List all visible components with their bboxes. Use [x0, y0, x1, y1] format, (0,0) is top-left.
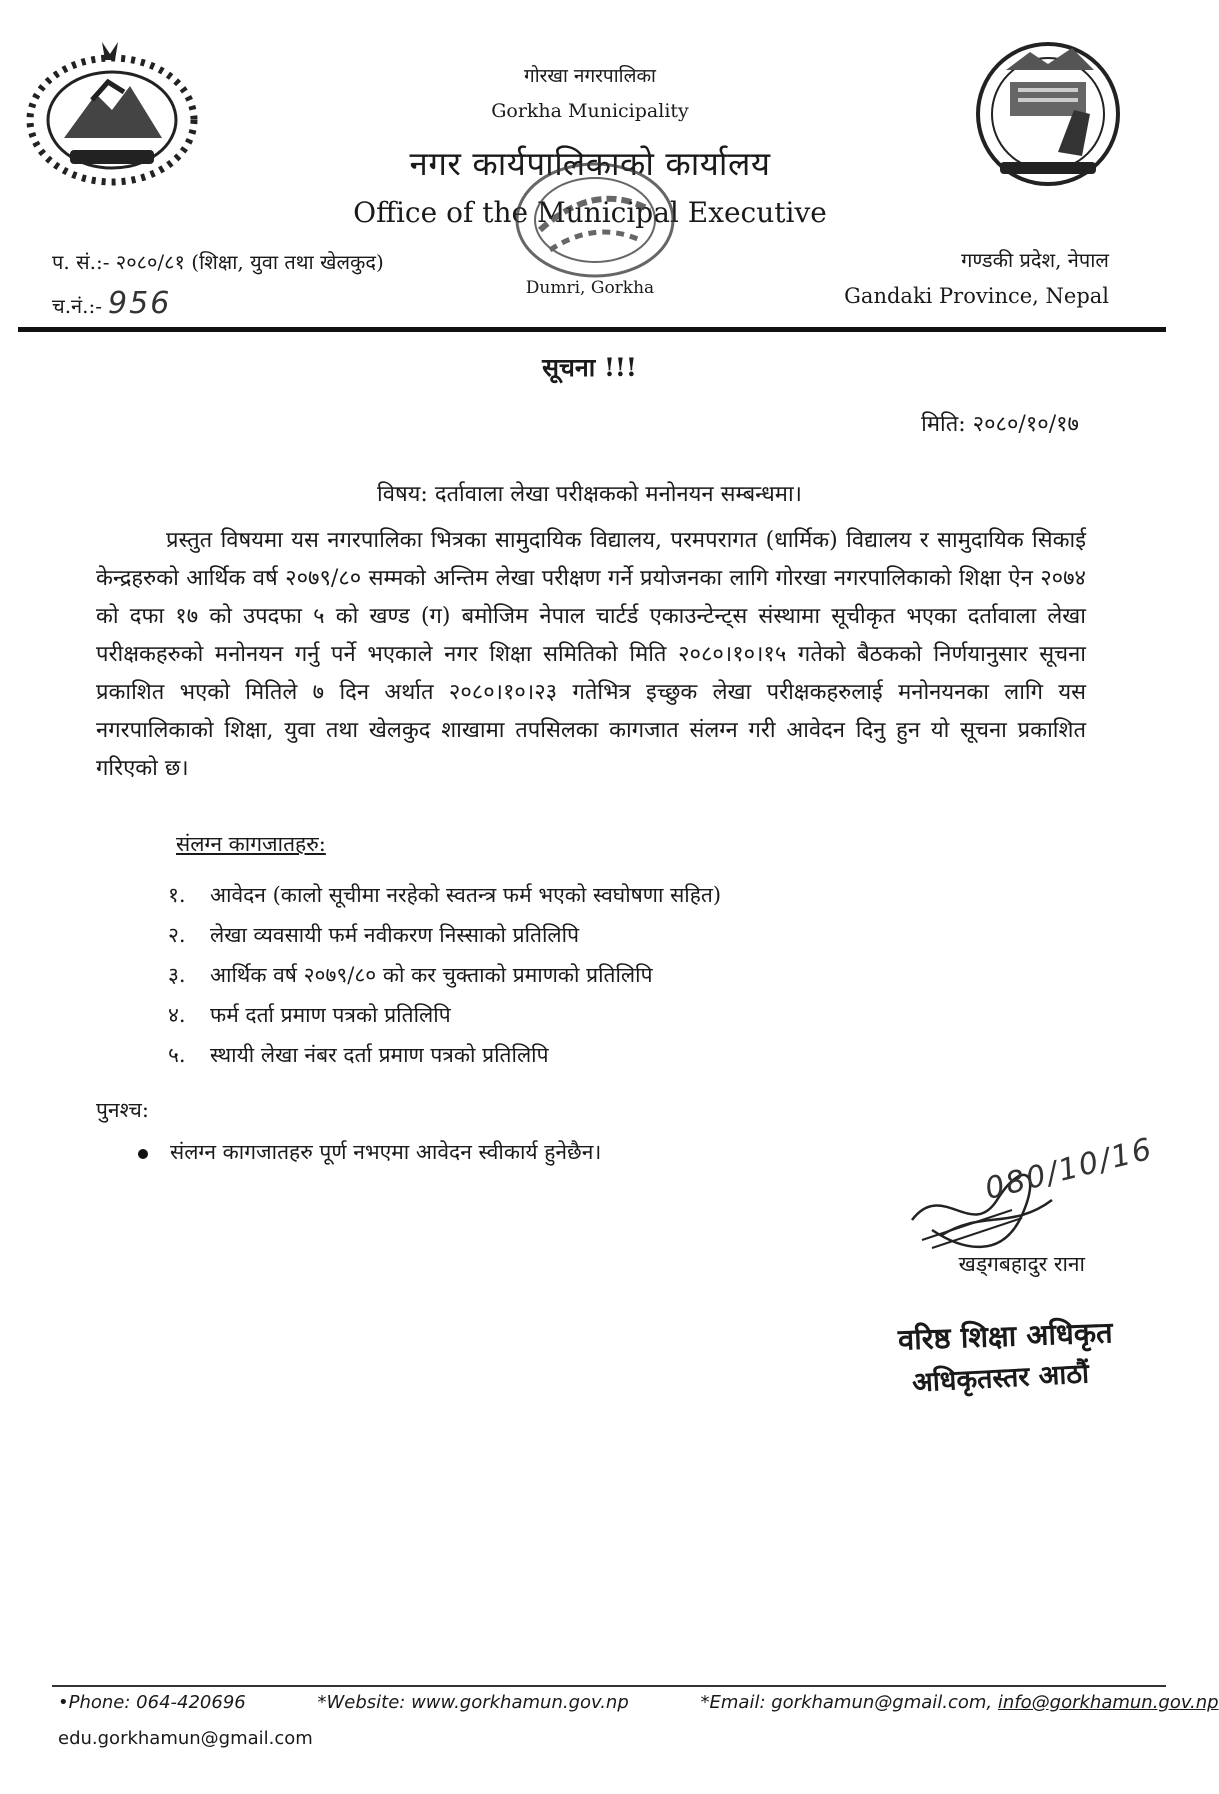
- municipality-name-nepali: गोरखा नगरपालिका: [524, 65, 656, 87]
- footer-website[interactable]: *Website: www.gorkhamun.gov.np: [317, 1692, 629, 1713]
- dispatch-number-value: 956: [108, 286, 172, 321]
- signer-rank: अधिकृतस्तर आठौं: [911, 1358, 1090, 1399]
- signature-date: 080/10/16: [981, 1131, 1157, 1207]
- municipality-name-english: Gorkha Municipality: [491, 100, 689, 122]
- list-item-text: आर्थिक वर्ष २०७९/८० को कर चुक्ताको प्रमाणको प्रतिलिपि: [210, 963, 653, 987]
- list-item-text: फर्म दर्ता प्रमाण पत्रको प्रतिलिपि: [210, 1003, 451, 1027]
- postscript-text: संलग्न कागजातहरु पूर्ण नभएमा आवेदन स्वीकार्य हुनेछैन।: [170, 1140, 602, 1164]
- office-stamp-icon: [500, 150, 690, 290]
- list-item: [168, 876, 721, 916]
- office-name-english: Office of the Municipal Executive: [353, 196, 827, 229]
- list-item-number: ३.: [168, 963, 186, 987]
- reference-number: प. सं.:- २०८०/८१ (शिक्षा, युवा तथा खेलकुद): [52, 250, 384, 274]
- footer-email[interactable]: [701, 1692, 1219, 1713]
- notice-body-paragraph: प्रस्तुत विषयमा यस नगरपालिका भित्रका सामुदायिक विद्यालय, परमपरागत (धार्मिक) विद्यालय र सामुदायिक सिकाई केन्द्रहरुको आर्थिक वर्ष २०७९/८० सम्मको अन्तिम लेखा परीक्षण गर्ने प्रयोजनका लागि गोरखा नगरपालिकाको शिक्षा ऐन २०७४ को दफा १७ को उपदफा ५ को खण्ड (ग) बमोजिम नेपाल चार्टर्ड एकाउन्टेन्ट्स संस्थामा सूचीकृत भएका दर्तावाला लेखा परीक्षकहरुको मनोनयन गर्नु पर्ने भएकाले नगर शिक्षा समितिको मिति २०८०।१०।१५ गतेको बैठकको निर्णयानुसार सूचना प्रकाशित भएको मितिले ७ दिन अर्थात २०८०।१०।२३ गतेभित्र इच्छुक लेखा परीक्षकहरुलाई मनोनयनका लागि यस नगरपालिकाको शिक्षा, युवा तथा खेलकुद शाखामा तपसिलका कागजात संलग्न गरी आवेदन दिनु हुन यो सूचना प्रकाशित गरिएको छ।: [96, 528, 1086, 781]
- postscript-item: [138, 1138, 601, 1166]
- footer-email-info[interactable]: info@gorkhamun.gov.np: [997, 1692, 1219, 1713]
- footer-contacts: [58, 1692, 1219, 1713]
- list-item: [168, 996, 721, 1036]
- notice-subject: विषय: दर्तावाला लेखा परीक्षकको मनोनयन सम्बन्धमा।: [377, 482, 802, 507]
- footer-phone: •Phone: 064-420696: [58, 1692, 246, 1713]
- office-address: Dumri, Gorkha: [525, 278, 655, 298]
- nepal-government-emblem-icon: [12, 30, 212, 190]
- gorkha-municipality-logo-icon: [948, 30, 1148, 190]
- province-nepali: गण्डकी प्रदेश, नेपाल: [961, 248, 1109, 272]
- attachments-list: [168, 876, 721, 1076]
- footer-email-education[interactable]: edu.gorkhamun@gmail.com: [58, 1728, 313, 1749]
- notice-title: सूचना !!!: [542, 353, 637, 382]
- list-item-text: लेखा व्यवसायी फर्म नवीकरण निस्साको प्रतिलिपि: [210, 923, 580, 947]
- list-item: [168, 956, 721, 996]
- dispatch-number: [52, 286, 171, 321]
- notice-date: मिति: २०८०/१०/१७: [921, 412, 1079, 437]
- bullet-icon: [138, 1149, 148, 1159]
- footer-divider: [52, 1685, 1166, 1687]
- attachments-heading: संलग्न कागजातहरु:: [176, 832, 326, 856]
- province-english: Gandaki Province, Nepal: [844, 284, 1109, 308]
- postscript-label: पुनश्च:: [96, 1098, 149, 1122]
- list-item-text: स्थायी लेखा नंबर दर्ता प्रमाण पत्रको प्रतिलिपि: [210, 1043, 549, 1067]
- footer-email-primary[interactable]: *Email: gorkhamun@gmail.com,: [700, 1692, 993, 1713]
- signer-title: वरिष्ठ शिक्षा अधिकृत: [897, 1315, 1114, 1357]
- signer-name: खड्गबहादुर राना: [958, 1252, 1085, 1276]
- list-item-number: २.: [168, 923, 186, 947]
- office-name-nepali: नगर कार्यपालिकाको कार्यालय: [409, 144, 771, 183]
- list-item-text: आवेदन (कालो सूचीमा नरहेको स्वतन्त्र फर्म भएको स्वघोषणा सहित): [210, 883, 722, 907]
- list-item-number: १.: [168, 883, 186, 907]
- list-item-number: ४.: [168, 1003, 186, 1027]
- list-item: [168, 1036, 721, 1076]
- header-divider: [18, 327, 1166, 332]
- list-item-number: ५.: [168, 1043, 186, 1067]
- dispatch-number-label: च.नं.:-: [52, 294, 103, 318]
- list-item: [168, 916, 721, 956]
